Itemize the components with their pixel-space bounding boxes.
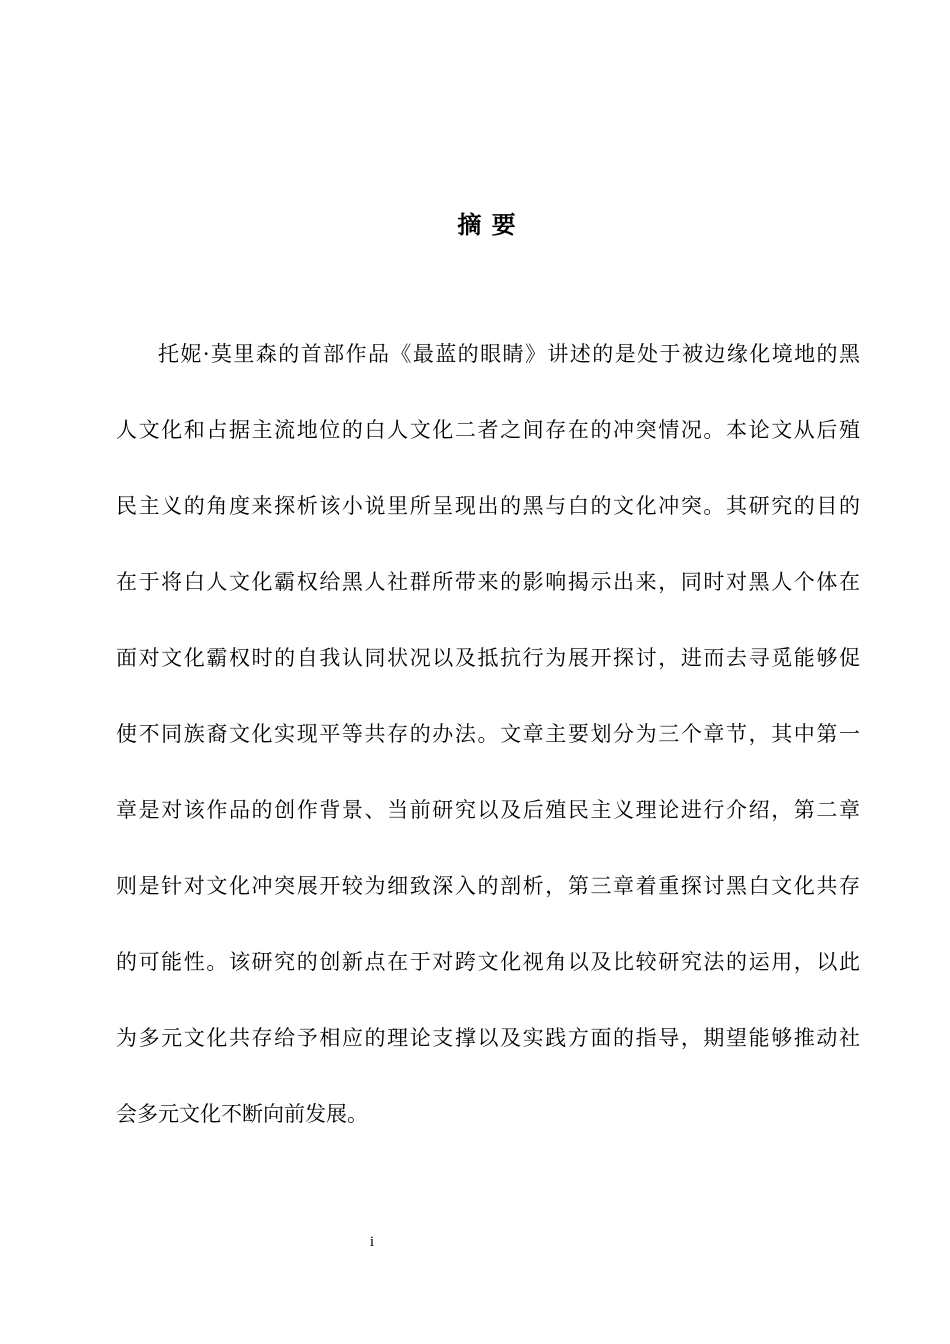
paragraph-line: 民主义的角度来探析该小说里所呈现出的黑与白的文化冲突。其研究的目的 <box>116 494 860 518</box>
paragraph-line: 在于将白人文化霸权给黑人社群所带来的影响揭示出来，同时对黑人个体在 <box>116 570 860 594</box>
paragraph-line: 人文化和占据主流地位的白人文化二者之间存在的冲突情况。本论文从后殖 <box>116 418 860 442</box>
paragraph-line: 托妮·莫里森的首部作品《最蓝的眼睛》讲述的是处于被边缘化境地的黑 <box>158 342 860 366</box>
abstract-body <box>116 335 860 1171</box>
paragraph-line: 面对文化霸权时的自我认同状况以及抵抗行为展开探讨，进而去寻觅能够促 <box>116 646 860 670</box>
paragraph-line: 为多元文化共存给予相应的理论支撑以及实践方面的指导，期望能够推动社 <box>116 1026 860 1050</box>
paragraph-line: 使不同族裔文化实现平等共存的办法。文章主要划分为三个章节，其中第一 <box>116 722 860 746</box>
paragraph-line: 的可能性。该研究的创新点在于对跨文化视角以及比较研究法的运用，以此 <box>116 950 860 974</box>
page-number: i <box>369 1234 375 1250</box>
paragraph-line: 章是对该作品的创作背景、当前研究以及后殖民主义理论进行介绍，第二章 <box>116 798 860 822</box>
paragraph-line: 则是针对文化冲突展开较为细致深入的剖析，第三章着重探讨黑白文化共存 <box>116 874 860 898</box>
page-title: 摘 要 <box>457 211 517 239</box>
paragraph-line: 会多元文化不断向前发展。 <box>116 1102 368 1126</box>
